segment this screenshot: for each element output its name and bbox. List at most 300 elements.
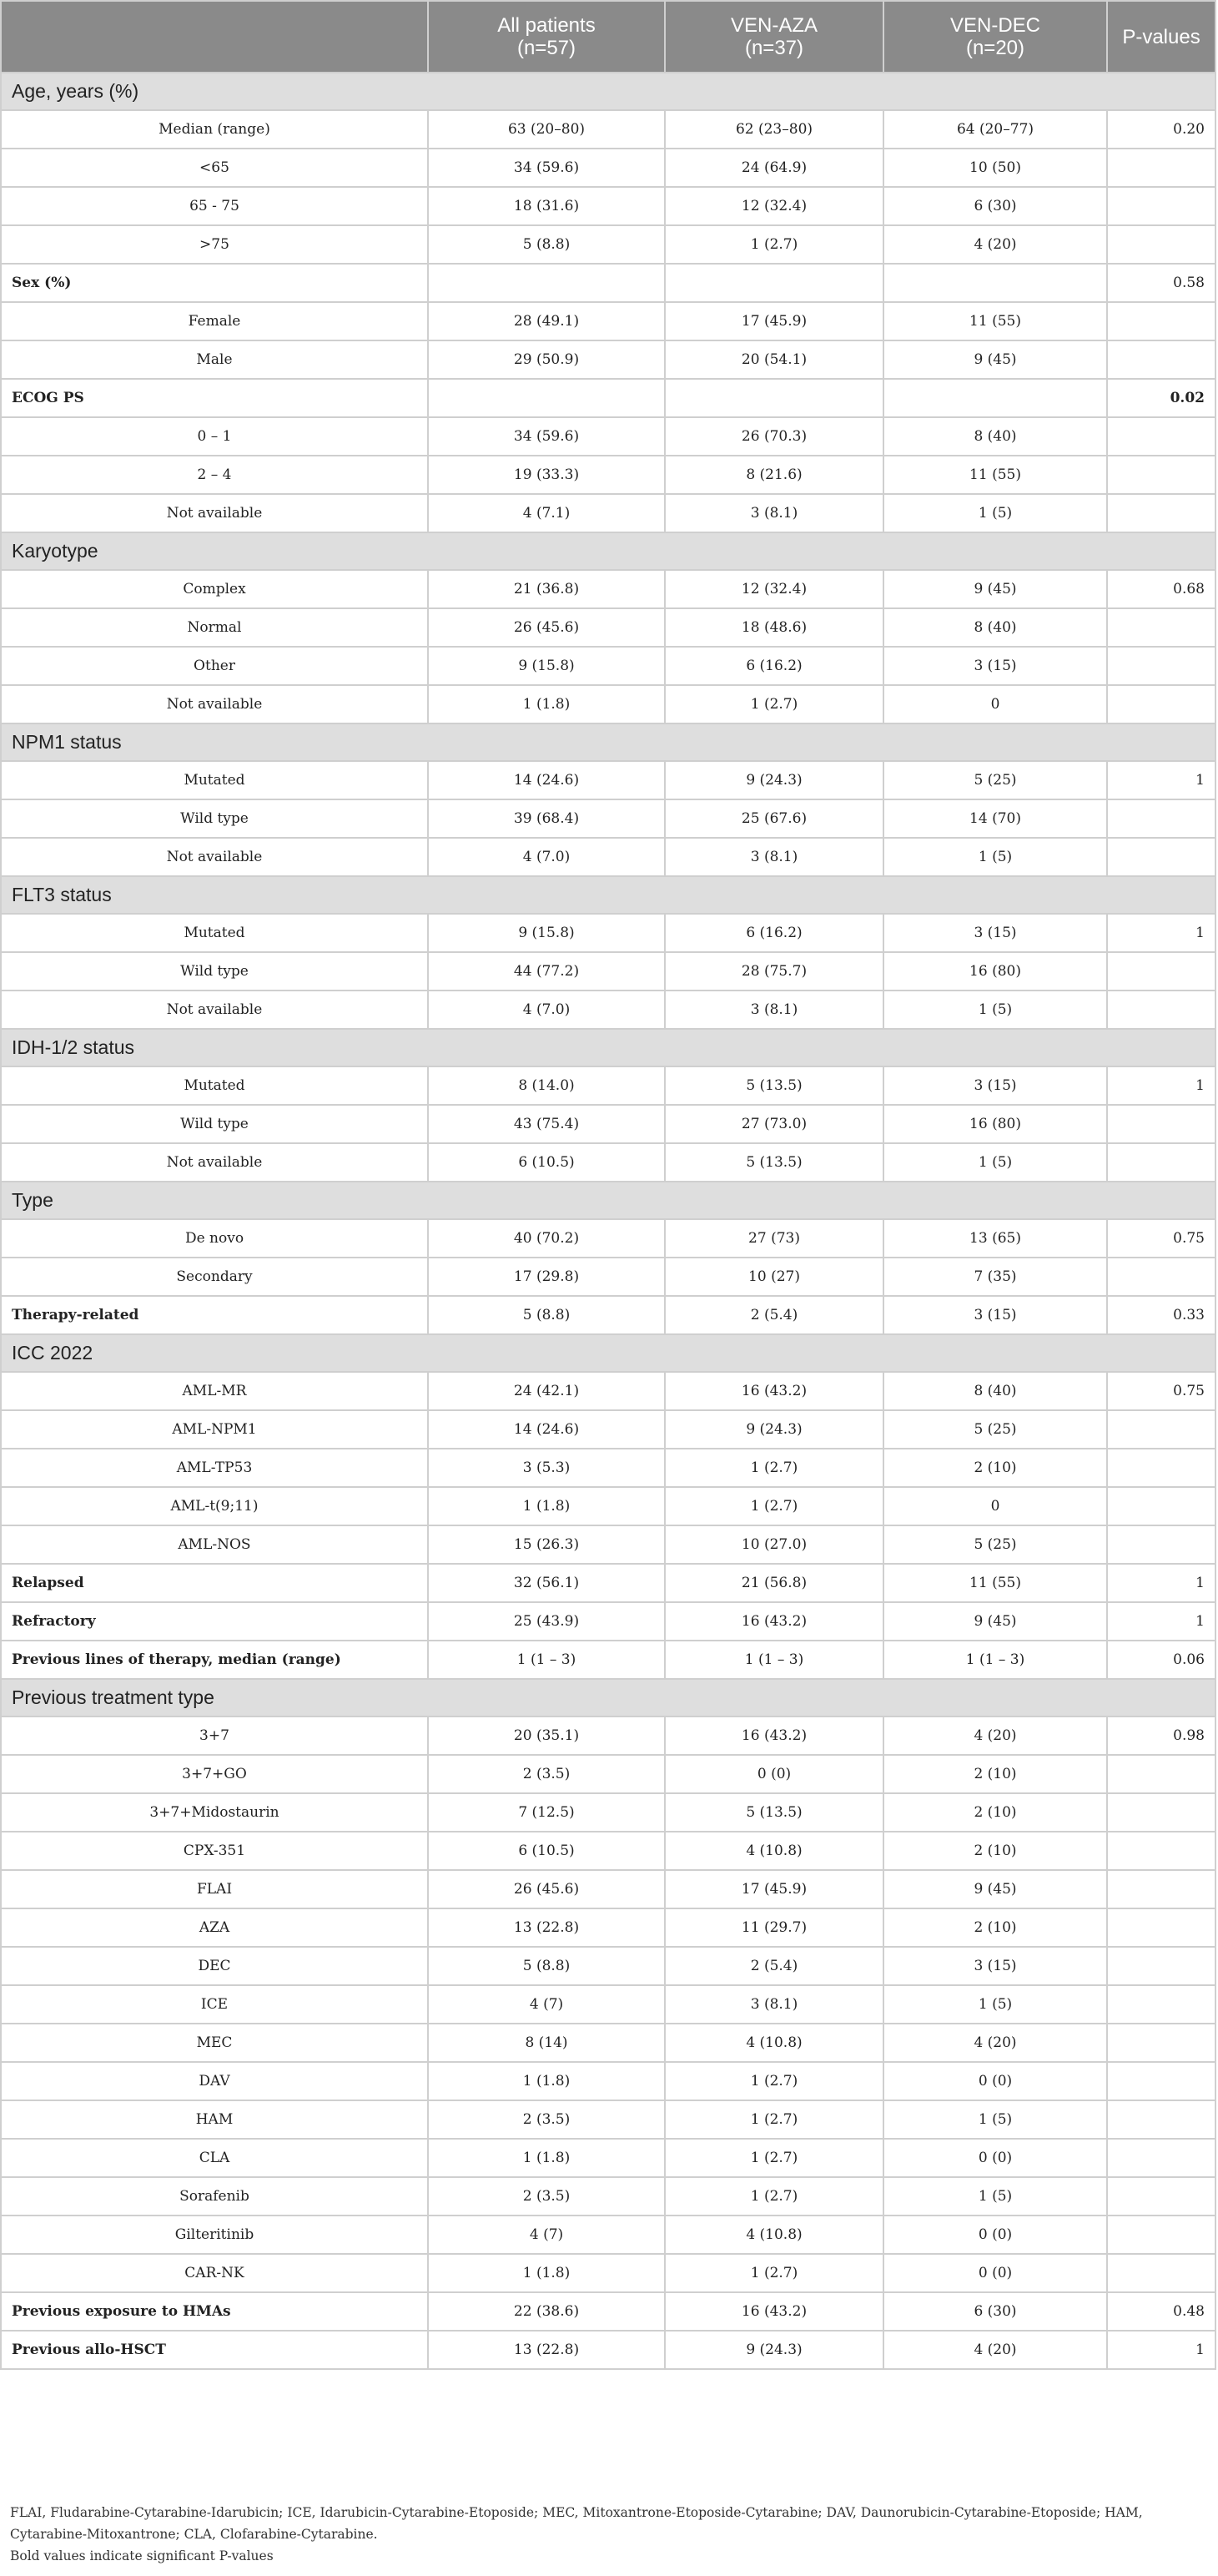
- ven-aza-cell: 12 (32.4): [665, 187, 883, 225]
- row-label-cell: ICE: [1, 1985, 428, 2024]
- row-label-cell: Therapy-related: [1, 1296, 428, 1334]
- ven-aza-cell: 5 (13.5): [665, 1793, 883, 1832]
- ven-aza-cell: 1 (2.7): [665, 685, 883, 723]
- ven-aza-cell: 26 (70.3): [665, 417, 883, 456]
- ven-aza-cell: 20 (54.1): [665, 340, 883, 379]
- ven-aza-cell: 16 (43.2): [665, 1716, 883, 1755]
- row-label-cell: FLAI: [1, 1870, 428, 1908]
- table-row: [1, 1219, 1215, 1258]
- row-label-cell: Wild type: [1, 952, 428, 991]
- table-row: [1, 264, 1215, 302]
- ven-dec-cell: 11 (55): [883, 302, 1107, 340]
- ven-aza-cell: 9 (24.3): [665, 761, 883, 799]
- row-label-cell: AML-t(9;11): [1, 1487, 428, 1525]
- all-patients-cell: 8 (14): [428, 2024, 665, 2062]
- ven-dec-cell: 3 (15): [883, 647, 1107, 685]
- all-patients-cell: 43 (75.4): [428, 1105, 665, 1143]
- ven-dec-cell: [883, 379, 1107, 417]
- table-row: [1, 340, 1215, 379]
- ven-dec-cell: 5 (25): [883, 1525, 1107, 1564]
- all-patients-cell: 29 (50.9): [428, 340, 665, 379]
- ven-dec-cell: 0 (0): [883, 2254, 1107, 2292]
- ven-aza-cell: 3 (8.1): [665, 1985, 883, 2024]
- section-header-row: [1, 876, 1215, 914]
- table-row: [1, 225, 1215, 264]
- ven-aza-cell: 6 (16.2): [665, 914, 883, 952]
- all-patients-cell: 25 (43.9): [428, 1602, 665, 1641]
- row-label-cell: 65 - 75: [1, 187, 428, 225]
- row-label-cell: 0 – 1: [1, 417, 428, 456]
- row-label-cell: CLA: [1, 2139, 428, 2177]
- ven-aza-cell: 27 (73): [665, 1219, 883, 1258]
- p-value-cell: [1107, 952, 1215, 991]
- ven-aza-cell: 11 (29.7): [665, 1908, 883, 1947]
- ven-dec-cell: 5 (25): [883, 761, 1107, 799]
- ven-aza-cell: 18 (48.6): [665, 608, 883, 647]
- table-row: [1, 1716, 1215, 1755]
- footnote-bold-note: Bold values indicate significant P-values: [10, 2548, 274, 2563]
- p-value-cell: [1107, 1947, 1215, 1985]
- all-patients-cell: 5 (8.8): [428, 1296, 665, 1334]
- p-value-cell: 0.20: [1107, 110, 1215, 149]
- table-row: [1, 302, 1215, 340]
- table-row: [1, 110, 1215, 149]
- row-label-cell: Not available: [1, 991, 428, 1029]
- table-row: [1, 2254, 1215, 2292]
- all-patients-cell: 44 (77.2): [428, 952, 665, 991]
- p-value-cell: [1107, 1449, 1215, 1487]
- row-label-cell: Mutated: [1, 761, 428, 799]
- ven-dec-cell: 1 (5): [883, 991, 1107, 1029]
- row-label-cell: Relapsed: [1, 1564, 428, 1602]
- ven-dec-cell: 9 (45): [883, 1870, 1107, 1908]
- ven-aza-cell: 16 (43.2): [665, 1372, 883, 1410]
- all-patients-cell: 20 (35.1): [428, 1716, 665, 1755]
- row-label-cell: AZA: [1, 1908, 428, 1947]
- ven-aza-cell: 8 (21.6): [665, 456, 883, 494]
- all-patients-cell: 13 (22.8): [428, 1908, 665, 1947]
- p-value-cell: 0.68: [1107, 570, 1215, 608]
- ven-aza-cell: 1 (2.7): [665, 1487, 883, 1525]
- section-title: IDH-1/2 status: [1, 1029, 1215, 1066]
- table-row: [1, 1832, 1215, 1870]
- p-value-cell: [1107, 991, 1215, 1029]
- p-value-cell: 1: [1107, 1602, 1215, 1641]
- ven-dec-cell: 3 (15): [883, 1947, 1107, 1985]
- row-label-cell: De novo: [1, 1219, 428, 1258]
- all-patients-cell: 14 (24.6): [428, 761, 665, 799]
- table-row: [1, 2024, 1215, 2062]
- ven-aza-cell: 17 (45.9): [665, 1870, 883, 1908]
- table-row: [1, 952, 1215, 991]
- table-row: [1, 914, 1215, 952]
- ven-dec-cell: 1 (5): [883, 1985, 1107, 2024]
- all-patients-cell: 1 (1.8): [428, 2062, 665, 2100]
- p-value-cell: [1107, 685, 1215, 723]
- p-value-cell: [1107, 494, 1215, 532]
- all-patients-cell: 28 (49.1): [428, 302, 665, 340]
- row-label-cell: Not available: [1, 685, 428, 723]
- row-label-cell: Mutated: [1, 1066, 428, 1105]
- row-label-cell: Previous exposure to HMAs: [1, 2292, 428, 2331]
- ven-dec-cell: 3 (15): [883, 914, 1107, 952]
- all-patients-cell: [428, 264, 665, 302]
- all-patients-cell: 1 (1.8): [428, 685, 665, 723]
- row-label-cell: Not available: [1, 838, 428, 876]
- table-row: [1, 570, 1215, 608]
- all-patients-cell: 4 (7.1): [428, 494, 665, 532]
- row-label-cell: CPX-351: [1, 1832, 428, 1870]
- header-label-column: [1, 1, 428, 73]
- p-value-cell: [1107, 417, 1215, 456]
- p-value-cell: [1107, 1105, 1215, 1143]
- p-value-cell: [1107, 608, 1215, 647]
- table-row: [1, 2331, 1215, 2369]
- p-value-cell: [1107, 2024, 1215, 2062]
- all-patients-cell: 15 (26.3): [428, 1525, 665, 1564]
- row-label-cell: Previous lines of therapy, median (range): [1, 1641, 428, 1679]
- all-patients-cell: 2 (3.5): [428, 1755, 665, 1793]
- all-patients-cell: 6 (10.5): [428, 1832, 665, 1870]
- row-label-cell: Previous allo-HSCT: [1, 2331, 428, 2369]
- ven-aza-cell: [665, 264, 883, 302]
- ven-aza-cell: 1 (2.7): [665, 225, 883, 264]
- ven-dec-cell: 8 (40): [883, 417, 1107, 456]
- ven-aza-cell: 5 (13.5): [665, 1143, 883, 1182]
- p-value-cell: [1107, 187, 1215, 225]
- all-patients-cell: 1 (1.8): [428, 1487, 665, 1525]
- p-value-cell: 0.33: [1107, 1296, 1215, 1334]
- ven-dec-cell: 8 (40): [883, 1372, 1107, 1410]
- all-patients-cell: 4 (7): [428, 2216, 665, 2254]
- p-value-cell: [1107, 302, 1215, 340]
- table-row: [1, 149, 1215, 187]
- row-label-cell: AML-NOS: [1, 1525, 428, 1564]
- all-patients-cell: 63 (20–80): [428, 110, 665, 149]
- ven-dec-cell: 5 (25): [883, 1410, 1107, 1449]
- all-patients-cell: 5 (8.8): [428, 225, 665, 264]
- table-row: [1, 1947, 1215, 1985]
- all-patients-cell: 13 (22.8): [428, 2331, 665, 2369]
- p-value-cell: 1: [1107, 1564, 1215, 1602]
- ven-dec-cell: 9 (45): [883, 340, 1107, 379]
- p-value-cell: [1107, 1870, 1215, 1908]
- ven-dec-cell: 1 (5): [883, 1143, 1107, 1182]
- row-label-cell: Wild type: [1, 799, 428, 838]
- ven-aza-cell: 3 (8.1): [665, 991, 883, 1029]
- all-patients-cell: 2 (3.5): [428, 2100, 665, 2139]
- p-value-cell: 0.75: [1107, 1219, 1215, 1258]
- p-value-cell: 0.58: [1107, 264, 1215, 302]
- section-header-row: [1, 1334, 1215, 1372]
- p-value-cell: [1107, 1143, 1215, 1182]
- ven-aza-cell: 21 (56.8): [665, 1564, 883, 1602]
- table-row: [1, 1066, 1215, 1105]
- ven-aza-cell: 9 (24.3): [665, 2331, 883, 2369]
- table-row: [1, 1985, 1215, 2024]
- section-title: NPM1 status: [1, 723, 1215, 761]
- ven-dec-cell: 9 (45): [883, 1602, 1107, 1641]
- table-row: [1, 1602, 1215, 1641]
- row-label-cell: Not available: [1, 494, 428, 532]
- ven-dec-cell: 6 (30): [883, 187, 1107, 225]
- table-row: [1, 838, 1215, 876]
- all-patients-cell: 17 (29.8): [428, 1258, 665, 1296]
- table-row: [1, 2177, 1215, 2216]
- all-patients-cell: 1 (1.8): [428, 2254, 665, 2292]
- table-row: [1, 608, 1215, 647]
- p-value-cell: [1107, 149, 1215, 187]
- p-value-cell: [1107, 456, 1215, 494]
- ven-dec-cell: 0: [883, 685, 1107, 723]
- all-patients-cell: 34 (59.6): [428, 149, 665, 187]
- header-ven-aza: VEN-AZA (n=37): [665, 1, 883, 73]
- p-value-cell: [1107, 838, 1215, 876]
- all-patients-cell: 19 (33.3): [428, 456, 665, 494]
- row-label-cell: Not available: [1, 1143, 428, 1182]
- row-label-cell: Gilteritinib: [1, 2216, 428, 2254]
- all-patients-cell: 6 (10.5): [428, 1143, 665, 1182]
- table-row: [1, 991, 1215, 1029]
- row-label-cell: MEC: [1, 2024, 428, 2062]
- ven-dec-cell: 2 (10): [883, 1449, 1107, 1487]
- all-patients-cell: 4 (7.0): [428, 838, 665, 876]
- ven-dec-cell: 4 (20): [883, 2024, 1107, 2062]
- ven-aza-cell: 12 (32.4): [665, 570, 883, 608]
- table-header-row: [1, 1, 1215, 73]
- row-label-cell: Normal: [1, 608, 428, 647]
- p-value-cell: [1107, 340, 1215, 379]
- ven-aza-cell: 5 (13.5): [665, 1066, 883, 1105]
- all-patients-cell: 9 (15.8): [428, 647, 665, 685]
- table-row: [1, 417, 1215, 456]
- p-value-cell: 1: [1107, 914, 1215, 952]
- ven-dec-cell: 3 (15): [883, 1296, 1107, 1334]
- all-patients-cell: 22 (38.6): [428, 2292, 665, 2331]
- ven-aza-cell: 1 (2.7): [665, 2100, 883, 2139]
- p-value-cell: [1107, 2139, 1215, 2177]
- table-row: [1, 1487, 1215, 1525]
- all-patients-cell: 2 (3.5): [428, 2177, 665, 2216]
- ven-aza-cell: 0 (0): [665, 1755, 883, 1793]
- row-label-cell: Female: [1, 302, 428, 340]
- table-row: [1, 1870, 1215, 1908]
- row-label-cell: Wild type: [1, 1105, 428, 1143]
- all-patients-cell: 3 (5.3): [428, 1449, 665, 1487]
- ven-dec-cell: 14 (70): [883, 799, 1107, 838]
- row-label-cell: Sorafenib: [1, 2177, 428, 2216]
- ven-dec-cell: 4 (20): [883, 225, 1107, 264]
- section-title: Type: [1, 1182, 1215, 1219]
- ven-dec-cell: 0 (0): [883, 2216, 1107, 2254]
- ven-dec-cell: 11 (55): [883, 1564, 1107, 1602]
- table-row: [1, 1296, 1215, 1334]
- row-label-cell: Sex (%): [1, 264, 428, 302]
- row-label-cell: Male: [1, 340, 428, 379]
- ven-aza-cell: 4 (10.8): [665, 2024, 883, 2062]
- p-value-cell: [1107, 2062, 1215, 2100]
- ven-dec-cell: 2 (10): [883, 1755, 1107, 1793]
- p-value-cell: 1: [1107, 1066, 1215, 1105]
- ven-dec-cell: 64 (20–77): [883, 110, 1107, 149]
- all-patients-cell: 1 (1.8): [428, 2139, 665, 2177]
- p-value-cell: [1107, 1410, 1215, 1449]
- ven-aza-cell: 2 (5.4): [665, 1296, 883, 1334]
- row-label-cell: Other: [1, 647, 428, 685]
- ven-aza-cell: 1 (2.7): [665, 2177, 883, 2216]
- all-patients-cell: 32 (56.1): [428, 1564, 665, 1602]
- ven-dec-cell: 1 (5): [883, 2100, 1107, 2139]
- all-patients-cell: 14 (24.6): [428, 1410, 665, 1449]
- table-row: [1, 2139, 1215, 2177]
- p-value-cell: [1107, 2177, 1215, 2216]
- ven-dec-cell: 9 (45): [883, 570, 1107, 608]
- section-title: FLT3 status: [1, 876, 1215, 914]
- p-value-cell: 0.06: [1107, 1641, 1215, 1679]
- ven-aza-cell: 2 (5.4): [665, 1947, 883, 1985]
- section-header-row: [1, 1182, 1215, 1219]
- p-value-cell: [1107, 647, 1215, 685]
- p-value-cell: [1107, 1793, 1215, 1832]
- p-value-cell: [1107, 1985, 1215, 2024]
- table-row: [1, 1372, 1215, 1410]
- all-patients-cell: [428, 379, 665, 417]
- ven-dec-cell: 1 (5): [883, 838, 1107, 876]
- all-patients-cell: 21 (36.8): [428, 570, 665, 608]
- ven-aza-cell: 9 (24.3): [665, 1410, 883, 1449]
- table-row: [1, 1143, 1215, 1182]
- all-patients-cell: 40 (70.2): [428, 1219, 665, 1258]
- ven-aza-cell: 4 (10.8): [665, 1832, 883, 1870]
- ven-aza-cell: 1 (2.7): [665, 2139, 883, 2177]
- ven-dec-cell: 2 (10): [883, 1832, 1107, 1870]
- p-value-cell: [1107, 2254, 1215, 2292]
- p-value-cell: 0.75: [1107, 1372, 1215, 1410]
- p-value-cell: [1107, 1525, 1215, 1564]
- ven-aza-cell: 3 (8.1): [665, 838, 883, 876]
- ven-aza-cell: 62 (23–80): [665, 110, 883, 149]
- ven-dec-cell: 0 (0): [883, 2062, 1107, 2100]
- table-row: [1, 1449, 1215, 1487]
- ven-dec-cell: 2 (10): [883, 1908, 1107, 1947]
- row-label-cell: Complex: [1, 570, 428, 608]
- ven-dec-cell: 1 (5): [883, 494, 1107, 532]
- row-label-cell: AML-TP53: [1, 1449, 428, 1487]
- row-label-cell: Median (range): [1, 110, 428, 149]
- all-patients-cell: 4 (7.0): [428, 991, 665, 1029]
- ven-dec-cell: 0 (0): [883, 2139, 1107, 2177]
- table-row: [1, 1525, 1215, 1564]
- table-body: [1, 73, 1215, 2369]
- row-label-cell: Secondary: [1, 1258, 428, 1296]
- p-value-cell: [1107, 225, 1215, 264]
- row-label-cell: HAM: [1, 2100, 428, 2139]
- section-header-row: [1, 1679, 1215, 1716]
- ven-aza-cell: 10 (27.0): [665, 1525, 883, 1564]
- all-patients-cell: 34 (59.6): [428, 417, 665, 456]
- ven-aza-cell: 6 (16.2): [665, 647, 883, 685]
- p-value-cell: [1107, 1258, 1215, 1296]
- ven-aza-cell: 25 (67.6): [665, 799, 883, 838]
- ven-aza-cell: [665, 379, 883, 417]
- ven-aza-cell: 4 (10.8): [665, 2216, 883, 2254]
- p-value-cell: [1107, 1755, 1215, 1793]
- ven-dec-cell: 6 (30): [883, 2292, 1107, 2331]
- ven-aza-cell: 17 (45.9): [665, 302, 883, 340]
- p-value-cell: 0.98: [1107, 1716, 1215, 1755]
- row-label-cell: 3+7+GO: [1, 1755, 428, 1793]
- ven-aza-cell: 1 (2.7): [665, 1449, 883, 1487]
- table-row: [1, 799, 1215, 838]
- ven-aza-cell: 10 (27): [665, 1258, 883, 1296]
- section-title: ICC 2022: [1, 1334, 1215, 1372]
- section-header-row: [1, 723, 1215, 761]
- all-patients-cell: 5 (8.8): [428, 1947, 665, 1985]
- ven-dec-cell: 11 (55): [883, 456, 1107, 494]
- ven-dec-cell: 0: [883, 1487, 1107, 1525]
- ven-dec-cell: 10 (50): [883, 149, 1107, 187]
- all-patients-cell: 24 (42.1): [428, 1372, 665, 1410]
- ven-aza-cell: 1 (1 – 3): [665, 1641, 883, 1679]
- table-row: [1, 761, 1215, 799]
- table-row: [1, 494, 1215, 532]
- table-row: [1, 685, 1215, 723]
- section-header-row: [1, 532, 1215, 570]
- ven-aza-cell: 1 (2.7): [665, 2254, 883, 2292]
- row-label-cell: CAR-NK: [1, 2254, 428, 2292]
- header-all-patients: All patients (n=57): [428, 1, 665, 73]
- ven-aza-cell: 28 (75.7): [665, 952, 883, 991]
- table-row: [1, 1564, 1215, 1602]
- ven-dec-cell: 1 (1 – 3): [883, 1641, 1107, 1679]
- ven-dec-cell: 4 (20): [883, 2331, 1107, 2369]
- ven-aza-cell: 1 (2.7): [665, 2062, 883, 2100]
- p-value-cell: [1107, 1832, 1215, 1870]
- section-header-row: [1, 1029, 1215, 1066]
- table-row: [1, 456, 1215, 494]
- table-row: [1, 1410, 1215, 1449]
- all-patients-cell: 1 (1 – 3): [428, 1641, 665, 1679]
- section-title: Age, years (%): [1, 73, 1215, 110]
- table-row: [1, 2100, 1215, 2139]
- table-row: [1, 1641, 1215, 1679]
- all-patients-cell: 7 (12.5): [428, 1793, 665, 1832]
- ven-dec-cell: 3 (15): [883, 1066, 1107, 1105]
- row-label-cell: 2 – 4: [1, 456, 428, 494]
- ven-dec-cell: [883, 264, 1107, 302]
- row-label-cell: AML-MR: [1, 1372, 428, 1410]
- table-row: [1, 2062, 1215, 2100]
- all-patients-cell: 8 (14.0): [428, 1066, 665, 1105]
- table-row: [1, 1908, 1215, 1947]
- p-value-cell: 0.02: [1107, 379, 1215, 417]
- table-row: [1, 1793, 1215, 1832]
- ven-dec-cell: 8 (40): [883, 608, 1107, 647]
- ven-aza-cell: 24 (64.9): [665, 149, 883, 187]
- ven-dec-cell: 13 (65): [883, 1219, 1107, 1258]
- ven-dec-cell: 16 (80): [883, 952, 1107, 991]
- p-value-cell: 1: [1107, 761, 1215, 799]
- all-patients-cell: 9 (15.8): [428, 914, 665, 952]
- table-row: [1, 2216, 1215, 2254]
- ven-aza-cell: 3 (8.1): [665, 494, 883, 532]
- section-title: Previous treatment type: [1, 1679, 1215, 1716]
- row-label-cell: DEC: [1, 1947, 428, 1985]
- all-patients-cell: 4 (7): [428, 1985, 665, 2024]
- ven-aza-cell: 16 (43.2): [665, 2292, 883, 2331]
- row-label-cell: DAV: [1, 2062, 428, 2100]
- ven-dec-cell: 16 (80): [883, 1105, 1107, 1143]
